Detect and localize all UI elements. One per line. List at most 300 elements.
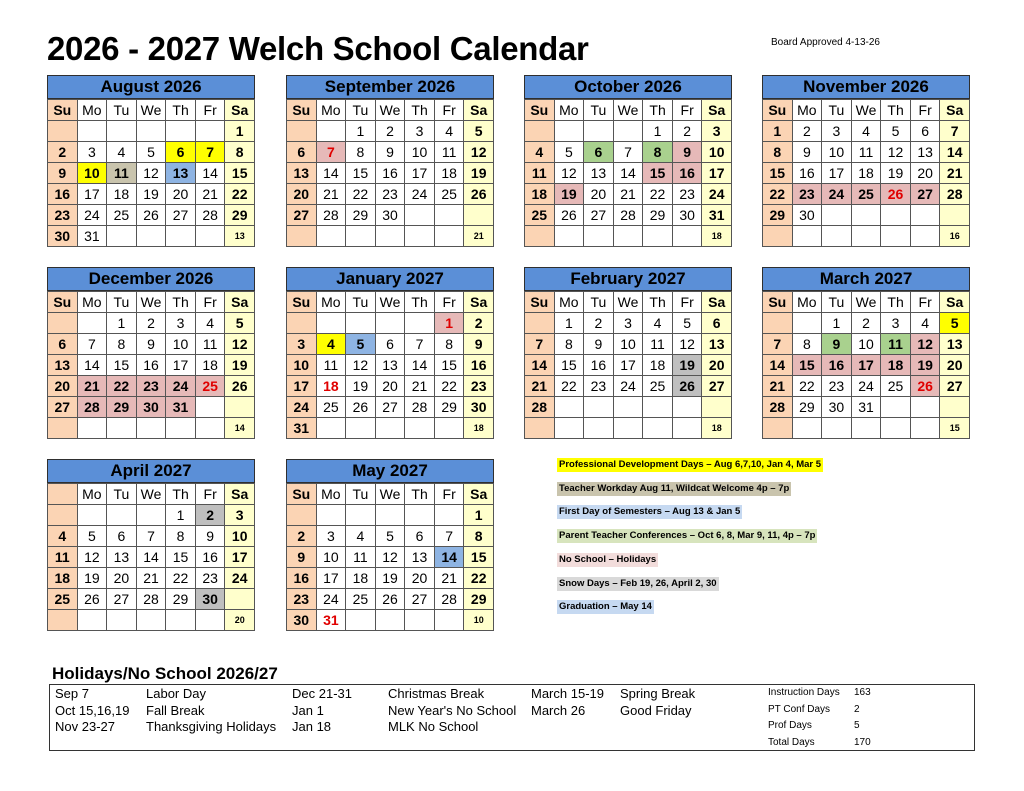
day-cell: 30: [673, 205, 703, 226]
day-cell: [643, 418, 673, 439]
month-october-2026: [524, 75, 732, 247]
weekday-header: Tu: [107, 100, 137, 121]
weekday-header: Tu: [346, 100, 376, 121]
day-cell: 24: [225, 568, 255, 589]
day-cell: 30: [287, 610, 317, 631]
day-cell: [137, 226, 167, 247]
day-cell: 10: [852, 334, 882, 355]
day-cell: 30: [376, 205, 406, 226]
day-cell: [940, 397, 970, 418]
day-cell: [822, 205, 852, 226]
day-cell: 21: [196, 184, 226, 205]
day-cell: [107, 121, 137, 142]
legend-item: Teacher Workday Aug 11, Wildcat Welcome 4p – 7p: [559, 483, 790, 494]
day-cell: 27: [48, 397, 78, 418]
day-cell: [166, 226, 196, 247]
day-cell: 2: [287, 526, 317, 547]
month-grid: [47, 483, 255, 631]
day-cell: 13: [940, 334, 970, 355]
day-cell: 29: [435, 397, 465, 418]
day-cell: [881, 205, 911, 226]
day-cell: 19: [881, 163, 911, 184]
day-cell: 24: [702, 184, 732, 205]
day-cell: 6: [405, 526, 435, 547]
day-cell: 6: [287, 142, 317, 163]
month-december-2026: [47, 267, 255, 439]
day-cell: 12: [673, 334, 703, 355]
month-grid: [47, 99, 255, 247]
day-cell: 3: [166, 313, 196, 334]
day-cell: 23: [822, 376, 852, 397]
day-cell: 15: [555, 355, 585, 376]
day-cell: 22: [464, 568, 494, 589]
instruction-day-count: 15: [940, 418, 970, 439]
day-cell: 1: [346, 121, 376, 142]
day-cell: 14: [405, 355, 435, 376]
day-cell: 30: [48, 226, 78, 247]
day-cell: [346, 610, 376, 631]
day-cell: 20: [584, 184, 614, 205]
weekday-header: Sa: [225, 100, 255, 121]
day-cell: 3: [287, 334, 317, 355]
day-cell: [763, 418, 793, 439]
day-cell: 3: [614, 313, 644, 334]
day-cell: [225, 589, 255, 610]
day-cell: 5: [78, 526, 108, 547]
day-cell: 27: [107, 589, 137, 610]
day-cell: 5: [464, 121, 494, 142]
day-cell: 3: [225, 505, 255, 526]
day-cell: 22: [555, 376, 585, 397]
instruction-day-count: 20: [225, 610, 255, 631]
holiday-date: March 26: [531, 702, 586, 718]
day-cell: 2: [673, 121, 703, 142]
holiday-name: Spring Break: [620, 686, 696, 701]
day-cell: [405, 313, 435, 334]
day-cell: [137, 610, 167, 631]
page-title: 2026 - 2027 Welch School Calendar: [47, 30, 589, 67]
day-cell: 9: [793, 142, 823, 163]
day-cell: [763, 313, 793, 334]
day-cell: 26: [881, 184, 911, 205]
day-cell: 23: [673, 184, 703, 205]
holiday-date: Dec 21-31: [292, 686, 352, 701]
weekday-header: Fr: [435, 292, 465, 313]
day-cell: 24: [78, 205, 108, 226]
day-cell: 21: [317, 184, 347, 205]
holiday-name: Thanksgiving Holidays: [146, 719, 277, 734]
day-cell: 12: [555, 163, 585, 184]
day-cell: 25: [48, 589, 78, 610]
total-value: 170: [854, 736, 871, 748]
day-cell: 26: [346, 397, 376, 418]
day-cell: 28: [435, 589, 465, 610]
day-cell: 31: [317, 610, 347, 631]
day-cell: 14: [317, 163, 347, 184]
day-cell: 19: [555, 184, 585, 205]
day-cell: 17: [287, 376, 317, 397]
day-cell: 8: [464, 526, 494, 547]
day-cell: [107, 226, 137, 247]
day-cell: [376, 226, 406, 247]
day-cell: 11: [881, 334, 911, 355]
day-cell: 30: [822, 397, 852, 418]
day-cell: 25: [107, 205, 137, 226]
weekday-header: Tu: [346, 292, 376, 313]
day-cell: [137, 418, 167, 439]
weekday-header: Sa: [940, 292, 970, 313]
legend-item: Snow Days – Feb 19, 26, April 2, 30: [559, 578, 717, 589]
day-cell: [555, 418, 585, 439]
month-title: December 2026: [47, 267, 255, 291]
month-september-2026: [286, 75, 494, 247]
day-cell: 10: [614, 334, 644, 355]
day-cell: [643, 397, 673, 418]
day-cell: 22: [763, 184, 793, 205]
day-cell: [196, 226, 226, 247]
holidays-title: Holidays/No School 2026/27: [52, 664, 278, 683]
day-cell: [346, 505, 376, 526]
day-cell: 22: [166, 568, 196, 589]
day-cell: 17: [78, 184, 108, 205]
instruction-day-count: 13: [225, 226, 255, 247]
day-cell: 4: [525, 142, 555, 163]
day-cell: 12: [78, 547, 108, 568]
day-cell: 26: [555, 205, 585, 226]
day-cell: 4: [346, 526, 376, 547]
day-cell: 1: [822, 313, 852, 334]
day-cell: 2: [48, 142, 78, 163]
day-cell: 16: [584, 355, 614, 376]
day-cell: 1: [107, 313, 137, 334]
day-cell: 5: [137, 142, 167, 163]
day-cell: 12: [137, 163, 167, 184]
day-cell: 1: [643, 121, 673, 142]
day-cell: [346, 418, 376, 439]
day-cell: [196, 397, 226, 418]
day-cell: 22: [793, 376, 823, 397]
day-cell: 17: [702, 163, 732, 184]
day-cell: 29: [346, 205, 376, 226]
day-cell: 25: [317, 397, 347, 418]
day-cell: 27: [911, 184, 941, 205]
day-cell: 31: [166, 397, 196, 418]
day-cell: 21: [405, 376, 435, 397]
day-cell: 19: [911, 355, 941, 376]
weekday-header: Sa: [464, 484, 494, 505]
day-cell: [555, 121, 585, 142]
day-cell: 16: [464, 355, 494, 376]
day-cell: 28: [614, 205, 644, 226]
day-cell: 18: [435, 163, 465, 184]
weekday-header: Sa: [702, 100, 732, 121]
day-cell: 21: [435, 568, 465, 589]
weekday-header: Mo: [317, 292, 347, 313]
day-cell: 21: [763, 376, 793, 397]
day-cell: 16: [48, 184, 78, 205]
day-cell: 18: [852, 163, 882, 184]
weekday-header: Fr: [435, 100, 465, 121]
day-cell: 14: [763, 355, 793, 376]
legend-item: First Day of Semesters – Aug 13 & Jan 5: [559, 506, 741, 517]
weekday-header: Sa: [464, 100, 494, 121]
day-cell: [673, 397, 703, 418]
day-cell: 21: [614, 184, 644, 205]
day-cell: 7: [78, 334, 108, 355]
day-cell: 5: [881, 121, 911, 142]
day-cell: 27: [287, 205, 317, 226]
month-grid: [286, 291, 494, 439]
day-cell: [196, 121, 226, 142]
day-cell: 13: [584, 163, 614, 184]
month-january-2027: [286, 267, 494, 439]
day-cell: 20: [940, 355, 970, 376]
day-cell: [405, 610, 435, 631]
holiday-date: Sep 7: [55, 686, 89, 701]
day-cell: 15: [107, 355, 137, 376]
holiday-name: Christmas Break: [388, 686, 485, 701]
day-cell: 9: [822, 334, 852, 355]
weekday-header: We: [852, 292, 882, 313]
weekday-header: We: [852, 100, 882, 121]
day-cell: 29: [464, 589, 494, 610]
day-cell: 17: [614, 355, 644, 376]
month-may-2027: [286, 459, 494, 631]
day-cell: 3: [881, 313, 911, 334]
day-cell: 4: [48, 526, 78, 547]
day-cell: 31: [287, 418, 317, 439]
day-cell: [555, 226, 585, 247]
day-cell: [78, 121, 108, 142]
day-cell: 5: [940, 313, 970, 334]
day-cell: [584, 397, 614, 418]
day-cell: 16: [673, 163, 703, 184]
day-cell: 30: [793, 205, 823, 226]
day-cell: 7: [317, 142, 347, 163]
day-cell: 2: [137, 313, 167, 334]
weekday-header: Mo: [793, 292, 823, 313]
day-cell: 7: [763, 334, 793, 355]
weekday-header: Th: [166, 484, 196, 505]
day-cell: [584, 226, 614, 247]
day-cell: [405, 205, 435, 226]
weekday-header: Tu: [346, 484, 376, 505]
day-cell: [107, 505, 137, 526]
weekday-header: Th: [643, 100, 673, 121]
day-cell: [793, 313, 823, 334]
day-cell: 15: [166, 547, 196, 568]
day-cell: 16: [287, 568, 317, 589]
day-cell: 11: [643, 334, 673, 355]
day-cell: 12: [911, 334, 941, 355]
day-cell: 22: [435, 376, 465, 397]
holidays-box: [49, 684, 975, 751]
day-cell: 10: [78, 163, 108, 184]
day-cell: 17: [405, 163, 435, 184]
day-cell: 12: [881, 142, 911, 163]
weekday-header: Th: [881, 100, 911, 121]
day-cell: [317, 121, 347, 142]
day-cell: 9: [464, 334, 494, 355]
day-cell: [435, 505, 465, 526]
day-cell: [911, 226, 941, 247]
day-cell: 26: [376, 589, 406, 610]
day-cell: [911, 397, 941, 418]
day-cell: 13: [107, 547, 137, 568]
weekday-header: Mo: [793, 100, 823, 121]
day-cell: 17: [852, 355, 882, 376]
day-cell: 8: [435, 334, 465, 355]
day-cell: 16: [793, 163, 823, 184]
day-cell: 6: [48, 334, 78, 355]
day-cell: [525, 313, 555, 334]
weekday-header: Mo: [555, 100, 585, 121]
day-cell: 13: [405, 547, 435, 568]
day-cell: 28: [940, 184, 970, 205]
month-title: March 2027: [762, 267, 970, 291]
day-cell: [852, 226, 882, 247]
day-cell: 8: [225, 142, 255, 163]
day-cell: [435, 610, 465, 631]
day-cell: 14: [940, 142, 970, 163]
day-cell: 21: [940, 163, 970, 184]
day-cell: 18: [107, 184, 137, 205]
legend-item: Graduation – May 14: [559, 601, 652, 612]
month-grid: [762, 99, 970, 247]
day-cell: 25: [643, 376, 673, 397]
day-cell: 1: [763, 121, 793, 142]
day-cell: [464, 205, 494, 226]
day-cell: [78, 610, 108, 631]
day-cell: [166, 418, 196, 439]
weekday-header: We: [376, 100, 406, 121]
day-cell: [48, 418, 78, 439]
day-cell: 9: [584, 334, 614, 355]
day-cell: 21: [525, 376, 555, 397]
day-cell: [673, 418, 703, 439]
month-title: May 2027: [286, 459, 494, 483]
day-cell: 12: [346, 355, 376, 376]
holiday-date: Nov 23-27: [55, 719, 115, 734]
day-cell: [584, 121, 614, 142]
day-cell: 10: [225, 526, 255, 547]
weekday-header: Mo: [317, 100, 347, 121]
month-title: November 2026: [762, 75, 970, 99]
day-cell: 23: [376, 184, 406, 205]
weekday-header: Su: [48, 292, 78, 313]
day-cell: 11: [48, 547, 78, 568]
day-cell: 11: [317, 355, 347, 376]
day-cell: 19: [137, 184, 167, 205]
holiday-date: Jan 1: [292, 702, 324, 718]
day-cell: 4: [196, 313, 226, 334]
day-cell: [48, 121, 78, 142]
day-cell: 24: [822, 184, 852, 205]
day-cell: 9: [137, 334, 167, 355]
weekday-header: Tu: [107, 484, 137, 505]
day-cell: [287, 505, 317, 526]
weekday-header: Mo: [317, 484, 347, 505]
weekday-header: Su: [287, 292, 317, 313]
day-cell: 15: [346, 163, 376, 184]
month-grid: [47, 291, 255, 439]
day-cell: 19: [346, 376, 376, 397]
day-cell: 15: [225, 163, 255, 184]
day-cell: 4: [435, 121, 465, 142]
day-cell: 10: [822, 142, 852, 163]
weekday-header: Th: [881, 292, 911, 313]
day-cell: 27: [702, 376, 732, 397]
day-cell: 22: [225, 184, 255, 205]
day-cell: [376, 610, 406, 631]
day-cell: 27: [584, 205, 614, 226]
day-cell: [525, 121, 555, 142]
day-cell: 13: [48, 355, 78, 376]
total-label: PT Conf Days: [768, 703, 831, 715]
day-cell: 16: [196, 547, 226, 568]
day-cell: 24: [166, 376, 196, 397]
day-cell: 14: [78, 355, 108, 376]
day-cell: 28: [317, 205, 347, 226]
day-cell: 24: [405, 184, 435, 205]
day-cell: 11: [435, 142, 465, 163]
day-cell: 15: [435, 355, 465, 376]
month-grid: [286, 99, 494, 247]
month-april-2027: [47, 459, 255, 631]
day-cell: [107, 610, 137, 631]
day-cell: 7: [614, 142, 644, 163]
day-cell: 23: [793, 184, 823, 205]
day-cell: 31: [78, 226, 108, 247]
day-cell: [405, 505, 435, 526]
day-cell: [166, 610, 196, 631]
day-cell: 11: [196, 334, 226, 355]
day-cell: 3: [317, 526, 347, 547]
day-cell: [107, 418, 137, 439]
day-cell: 5: [555, 142, 585, 163]
instruction-day-count: 18: [464, 418, 494, 439]
day-cell: [614, 226, 644, 247]
day-cell: 20: [287, 184, 317, 205]
legend-item: Professional Development Days – Aug 6,7,10, Jan 4, Mar 5: [559, 459, 822, 470]
day-cell: [702, 397, 732, 418]
day-cell: 20: [702, 355, 732, 376]
day-cell: 10: [317, 547, 347, 568]
instruction-day-count: 14: [225, 418, 255, 439]
day-cell: 24: [287, 397, 317, 418]
day-cell: 9: [287, 547, 317, 568]
day-cell: 1: [555, 313, 585, 334]
day-cell: 24: [317, 589, 347, 610]
day-cell: 19: [464, 163, 494, 184]
day-cell: 7: [435, 526, 465, 547]
weekday-header: Su: [287, 484, 317, 505]
day-cell: [525, 226, 555, 247]
day-cell: 6: [107, 526, 137, 547]
instruction-day-count: 10: [464, 610, 494, 631]
month-title: January 2027: [286, 267, 494, 291]
day-cell: 17: [225, 547, 255, 568]
weekday-header: Su: [763, 100, 793, 121]
day-cell: [376, 418, 406, 439]
day-cell: [287, 121, 317, 142]
day-cell: 15: [763, 163, 793, 184]
day-cell: 15: [793, 355, 823, 376]
day-cell: 2: [376, 121, 406, 142]
day-cell: [48, 505, 78, 526]
day-cell: 18: [346, 568, 376, 589]
day-cell: 6: [584, 142, 614, 163]
